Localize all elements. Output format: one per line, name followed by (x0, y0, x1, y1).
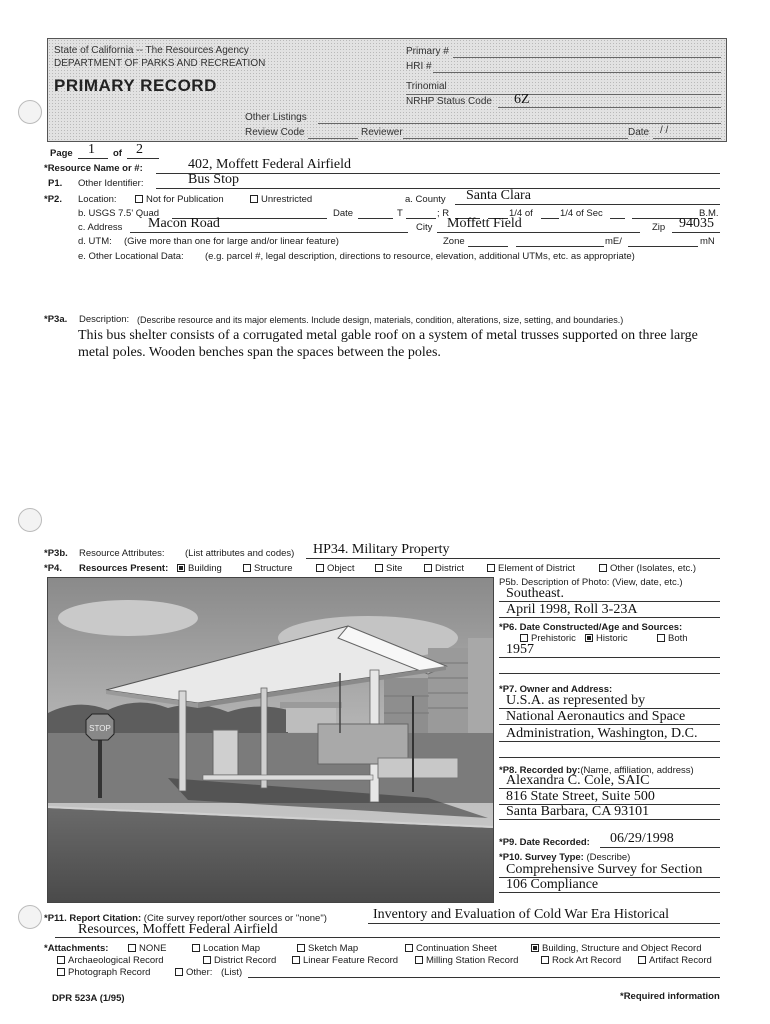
section-field[interactable] (610, 218, 625, 219)
required-note: *Required information (620, 991, 720, 1002)
attach-continuation-checkbox[interactable]: Continuation Sheet (405, 943, 497, 955)
p6-field[interactable] (499, 657, 720, 658)
p5b-line-1: Southeast. (506, 586, 564, 601)
p10-label: *P10. Survey Type: (Describe) (499, 852, 631, 863)
p8-label: *P8. Recorded by:(Name, affiliation, address) (499, 765, 694, 776)
p5b-label: P5b. Description of Photo: (View, date, etc.) (499, 577, 683, 588)
punch-hole (18, 508, 42, 532)
zone-field[interactable] (468, 246, 508, 247)
resource-name-label: *Resource Name or #: (44, 163, 143, 174)
hri-label: HRI # (406, 61, 432, 72)
punch-hole (18, 905, 42, 929)
resource-name-value: 402, Moffett Federal Airfield (188, 157, 352, 172)
other-loc-label: e. Other Locational Data: (78, 251, 184, 262)
p3b-field-label: Resource Attributes: (79, 548, 165, 559)
p10-field-2[interactable] (499, 892, 720, 893)
address-label: c. Address (78, 222, 123, 233)
utm-label: d. UTM: (78, 236, 112, 247)
page-current: 1 (88, 142, 95, 157)
county-field[interactable] (455, 204, 720, 205)
not-for-publication-checkbox[interactable]: Not for Publication (135, 194, 224, 206)
city-value: Moffett Field (447, 216, 522, 231)
page-label: Page (50, 148, 73, 159)
attach-sketch-map-checkbox[interactable]: Sketch Map (297, 943, 358, 955)
p7-label: *P7. Owner and Address: (499, 684, 613, 695)
zip-field[interactable] (672, 232, 720, 233)
p11-field-2[interactable] (55, 937, 720, 938)
p5b-field-2[interactable] (499, 617, 720, 618)
agency-line-1: State of California -- The Resources Agency (54, 45, 249, 56)
p1-field[interactable] (156, 188, 720, 189)
p3a-note: (Describe resource and its major elements. Include design, materials, condition, alterations, size, setting, and boundaries.) (137, 315, 624, 325)
usgs-date-label: Date (333, 208, 354, 219)
p6-value: 1957 (506, 642, 534, 657)
nrhp-label: NRHP Status Code (406, 96, 492, 107)
page-current-line (78, 158, 108, 159)
trinomial-label: Trinomial (406, 81, 447, 92)
resource-photo (47, 577, 494, 903)
attach-none-checkbox[interactable]: NONE (128, 943, 166, 955)
township-label: T (397, 208, 403, 219)
p3a-field-label: Description: (79, 314, 130, 325)
section-label: 1/4 of Sec (560, 208, 603, 219)
review-code-field[interactable] (308, 138, 358, 139)
p4-object-checkbox[interactable]: Object (316, 563, 354, 575)
p10-line-1: Comprehensive Survey for Section (506, 862, 703, 877)
zip-value: 94035 (679, 216, 714, 231)
quarter-label: 1/4 of (509, 208, 533, 219)
other-listings-field[interactable] (318, 123, 721, 124)
p10-line-2: 106 Compliance (506, 877, 599, 892)
county-value: Santa Clara (466, 188, 531, 203)
northing-field[interactable] (628, 246, 698, 247)
p7-field-3[interactable] (499, 741, 720, 742)
p9-label: *P9. Date Recorded: (499, 837, 590, 848)
nrhp-field[interactable] (498, 107, 721, 108)
zip-label: Zip (652, 222, 666, 233)
usgs-date-field[interactable] (358, 218, 393, 219)
city-label: City (416, 222, 433, 233)
p6-historic-checkbox[interactable]: Historic (585, 633, 628, 645)
p4-site-checkbox[interactable]: Site (375, 563, 402, 575)
p1-label: P1. (48, 178, 63, 189)
range-label: ; R (437, 208, 450, 219)
nrhp-value: 6Z (514, 92, 530, 107)
p7-field-2[interactable] (499, 724, 720, 725)
p3b-value: HP34. Military Property (313, 542, 450, 557)
bm-label: B.M. (699, 208, 719, 219)
p6-label: *P6. Date Constructed/Age and Sources: (499, 622, 683, 633)
p7-line-1: U.S.A. as represented by (506, 693, 646, 708)
p3b-field[interactable] (306, 558, 720, 559)
p7-field-4[interactable] (499, 757, 720, 758)
attachments-label: *Attachments: (44, 943, 109, 954)
trinomial-field[interactable] (406, 94, 721, 95)
township-field[interactable] (406, 218, 436, 219)
p7-line-2: National Aeronautics and Space (506, 709, 686, 724)
me-label: mE/ (605, 236, 622, 247)
p4-district-checkbox[interactable]: District (424, 563, 464, 575)
zone-label: Zone (443, 236, 465, 247)
p2-label: *P2. (44, 194, 62, 205)
p3a-label: *P3a. (44, 314, 68, 325)
date-value: / / (660, 125, 669, 136)
unrestricted-checkbox[interactable]: Unrestricted (250, 194, 312, 206)
p8-line-3: Santa Barbara, CA 93101 (506, 804, 650, 819)
p6-both-checkbox[interactable]: Both (657, 633, 688, 645)
utm-note: (Give more than one for large and/or linear feature) (124, 236, 339, 247)
other-listings-label: Other Listings (245, 112, 307, 123)
attach-linear-feature-checkbox[interactable]: Linear Feature Record (292, 955, 398, 967)
p4-structure-checkbox[interactable]: Structure (243, 563, 293, 575)
form-number: DPR 523A (1/95) (52, 993, 125, 1004)
form-title: PRIMARY RECORD (54, 76, 217, 95)
p3a-text-line-2: metal poles. Wooden benches span the spaces between the poles. (78, 345, 441, 360)
review-code-label: Review Code (245, 127, 305, 138)
hri-field[interactable] (433, 72, 721, 73)
p1-field-label: Other Identifier: (78, 178, 144, 189)
attach-other-checkbox[interactable]: Other: (175, 967, 212, 979)
stop-sign-text: STOP (89, 724, 111, 733)
p8-line-2: 816 State Street, Suite 500 (506, 789, 655, 804)
p5b-line-2: April 1998, Roll 3-23A (506, 602, 638, 617)
p8-field-3[interactable] (499, 819, 720, 820)
attach-milling-checkbox[interactable]: Milling Station Record (415, 955, 518, 967)
attach-rock-art-checkbox[interactable]: Rock Art Record (541, 955, 621, 967)
p3b-note: (List attributes and codes) (185, 548, 295, 559)
page-total-line (127, 158, 159, 159)
attach-other-note: (List) (221, 967, 243, 978)
bus-shelter-photo-illustration (48, 578, 493, 902)
reviewer-field[interactable] (403, 138, 628, 139)
attach-location-map-checkbox[interactable]: Location Map (192, 943, 260, 955)
p7-line-3: Administration, Washington, D.C. (506, 726, 698, 741)
attach-district-checkbox[interactable]: District Record (203, 955, 276, 967)
reviewer-label: Reviewer (361, 127, 403, 138)
mn-label: mN (700, 236, 715, 247)
p1-value: Bus Stop (188, 172, 239, 187)
p4-other-checkbox[interactable]: Other (Isolates, etc.) (599, 563, 696, 575)
punch-hole (18, 100, 42, 124)
easting-field[interactable] (516, 246, 604, 247)
address-field[interactable] (130, 232, 408, 233)
p4-element-checkbox[interactable]: Element of District (487, 563, 575, 575)
attach-archaeological-checkbox[interactable]: Archaeological Record (57, 955, 164, 967)
quarter2-field[interactable] (541, 218, 559, 219)
resource-name-field[interactable] (156, 173, 720, 174)
date-field[interactable] (653, 138, 721, 139)
attach-other-field[interactable] (248, 977, 720, 978)
header-box (47, 38, 727, 142)
date-label: Date (628, 127, 650, 138)
other-loc-note: (e.g. parcel #, legal description, directions to resource, elevation, additional UTMs, etc. as appropriate) (205, 251, 635, 262)
attach-photograph-checkbox[interactable]: Photograph Record (57, 967, 150, 979)
p2-field-label: Location: (78, 194, 117, 205)
p8-line-1: Alexandra C. Cole, SAIC (506, 773, 650, 788)
page-of-label: of (113, 148, 122, 159)
p11-label: *P11. Report Citation: (Cite survey report/other sources or "none") (44, 913, 327, 924)
p4-label: *P4. (44, 563, 62, 574)
address-value: Macon Road (148, 216, 220, 231)
p11-field-1[interactable] (368, 923, 720, 924)
p6-prehistoric-checkbox[interactable]: Prehistoric (520, 633, 576, 645)
p6-field-2[interactable] (499, 673, 720, 674)
usgs-quad-label: b. USGS 7.5' Quad (78, 208, 160, 219)
p4-building-checkbox[interactable]: Building (177, 563, 222, 575)
p3a-text-line-1: This bus shelter consists of a corrugated metal gable roof on a system of metal trusses supported on three large (78, 328, 698, 343)
attach-building-record-checkbox[interactable]: Building, Structure and Object Record (531, 943, 701, 955)
page-total: 2 (136, 142, 143, 157)
p11-line-1: Inventory and Evaluation of Cold War Era Historical (373, 907, 670, 922)
p4-field-label: Resources Present: (79, 563, 169, 574)
primary-label: Primary # (406, 46, 449, 57)
attach-artifact-checkbox[interactable]: Artifact Record (638, 955, 712, 967)
city-field[interactable] (437, 232, 640, 233)
primary-field[interactable] (453, 57, 721, 58)
p3b-label: *P3b. (44, 548, 68, 559)
p11-line-2: Resources, Moffett Federal Airfield (78, 922, 278, 937)
p9-field[interactable] (600, 847, 720, 848)
agency-line-2: DEPARTMENT OF PARKS AND RECREATION (54, 58, 266, 69)
p9-value: 06/29/1998 (610, 831, 674, 846)
county-label: a. County (405, 194, 446, 205)
